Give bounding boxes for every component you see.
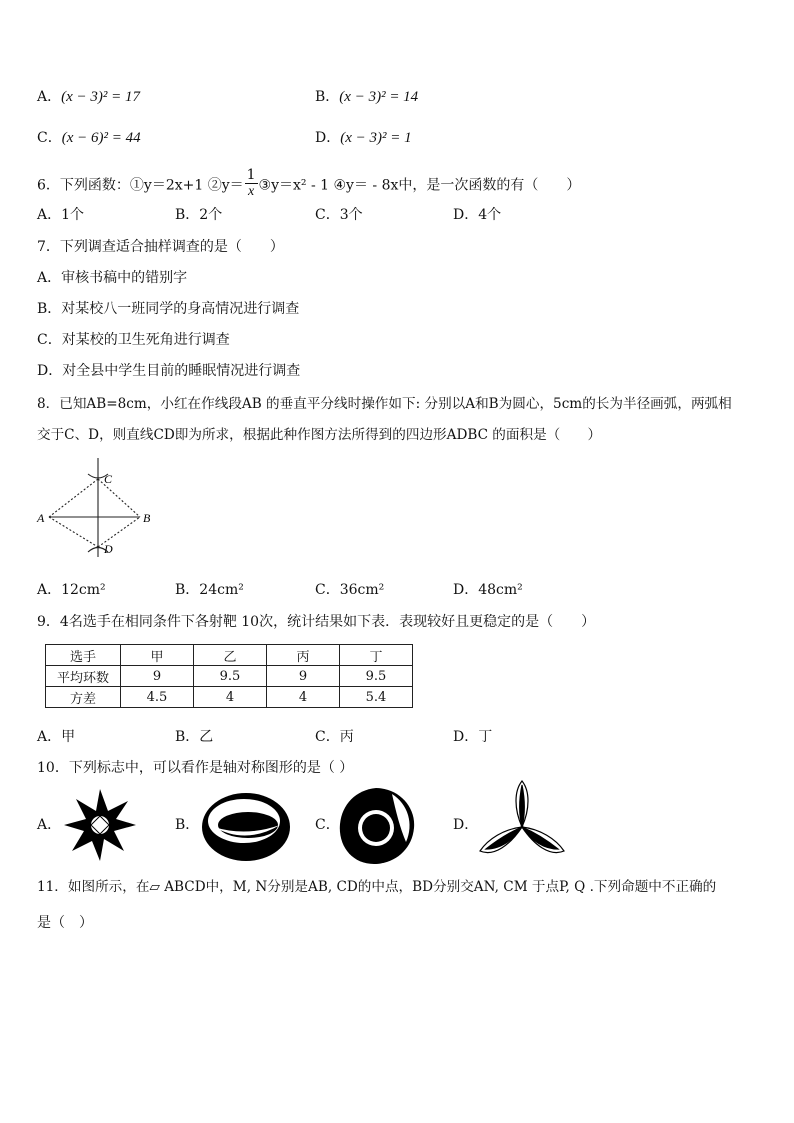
table-cell: 9 xyxy=(121,666,194,687)
q8-stem-line2: 交于C、D，则直线CD即为所求，根据此种作图方法所得到的四边形ADBC 的面积是（ ） xyxy=(37,427,602,443)
q9-score-table xyxy=(45,644,413,708)
q9-option-d: D．丁 xyxy=(453,729,493,745)
table-cell: 5.4 xyxy=(340,687,413,708)
q5-option-d: D．(x − 3)² = 1 xyxy=(315,130,412,146)
table-row xyxy=(46,666,413,687)
table-cell: 4 xyxy=(194,687,267,708)
table-cell: 4 xyxy=(267,687,340,708)
q6-option-d: D．4个 xyxy=(453,207,502,223)
q10-logo-c-icon xyxy=(334,784,418,868)
table-cell: 方差 xyxy=(46,687,121,708)
q7-option-b: B．对某校八一班同学的身高情况进行调查 xyxy=(37,301,300,317)
q10-option-a-label: A． xyxy=(37,817,62,833)
q5-option-a: A．(x − 3)² = 17 xyxy=(37,89,141,105)
q10-option-d-label: D． xyxy=(453,817,479,833)
table-header-cell: 乙 xyxy=(194,645,267,666)
q10-logo-a-icon xyxy=(58,783,142,867)
q9-option-c: C．丙 xyxy=(315,729,354,745)
q5-option-b: B．(x − 3)² = 14 xyxy=(315,89,419,105)
table-cell: 9.5 xyxy=(194,666,267,687)
label-b: B xyxy=(143,511,151,525)
q11-stem-line1: 11．如图所示，在▱ ABCD中，M, N分别是AB, CD的中点，BD分别交AN, CM 于点P, Q .下列命题中不正确的 xyxy=(37,879,717,895)
table-header-row xyxy=(46,645,413,666)
q7-option-a: A．审核书稿中的错别字 xyxy=(37,270,188,286)
segment-ac xyxy=(49,479,98,517)
table-cell: 9 xyxy=(267,666,340,687)
q6-option-a: A．1个 xyxy=(37,207,85,223)
q8-option-c: C．36cm² xyxy=(315,582,385,598)
table-header-cell: 甲 xyxy=(121,645,194,666)
q10-stem: 10．下列标志中，可以看作是轴对称图形的是（ ） xyxy=(37,760,354,776)
q11-stem-line2: 是（ ） xyxy=(37,915,93,931)
q10-option-b-label: B． xyxy=(175,817,200,833)
q8-stem-line1: 8．已知AB=8cm，小红在作线段AB 的垂直平分线时操作如下: 分别以A和B为圆心，5cm的长为半径画弧，两弧相 xyxy=(37,396,732,412)
q5-option-c: C．(x − 6)² = 44 xyxy=(37,130,141,146)
table-header-cell: 丙 xyxy=(267,645,340,666)
q6-option-b: B．2个 xyxy=(175,207,223,223)
q6-option-c: C．3个 xyxy=(315,207,363,223)
q8-option-a: A．12cm² xyxy=(37,582,106,598)
q6-fraction: $\frac{1}{x}$ xyxy=(246,167,256,199)
q8-option-d: D．48cm² xyxy=(453,582,523,598)
q10-option-c-label: C． xyxy=(315,817,340,833)
table-cell: 平均环数 xyxy=(46,666,121,687)
q10-logo-d-icon xyxy=(474,779,570,869)
label-d: D xyxy=(104,542,113,556)
q7-option-c: C．对某校的卫生死角进行调查 xyxy=(37,332,230,348)
q9-option-b: B．乙 xyxy=(175,729,214,745)
q9-option-a: A．甲 xyxy=(37,729,76,745)
q8-option-b: B．24cm² xyxy=(175,582,244,598)
q8-rhombus-figure xyxy=(35,455,165,565)
table-header-cell: 选手 xyxy=(46,645,121,666)
q7-stem: 7．下列调查适合抽样调查的是（ ） xyxy=(37,239,284,255)
q6-stem: 6．下列函数：①y＝2x+1 ②y＝ $\frac{1}{x}$ ③y＝x² - 1 ④y＝ - 8x中，是一次函数的有（ ） xyxy=(37,167,581,199)
label-c: C xyxy=(104,472,113,486)
q9-stem: 9．4名选手在相同条件下各射靶 10次，统计结果如下表．表现较好且更稳定的是（ ） xyxy=(37,614,596,630)
table-cell: 4.5 xyxy=(121,687,194,708)
table-header-cell: 丁 xyxy=(340,645,413,666)
label-a: A xyxy=(37,511,45,525)
segment-ad xyxy=(49,517,98,547)
table-cell: 9.5 xyxy=(340,666,413,687)
q10-logo-b-icon xyxy=(196,787,296,867)
table-row xyxy=(46,687,413,708)
q7-option-d: D．对全县中学生目前的睡眠情况进行调查 xyxy=(37,363,301,379)
